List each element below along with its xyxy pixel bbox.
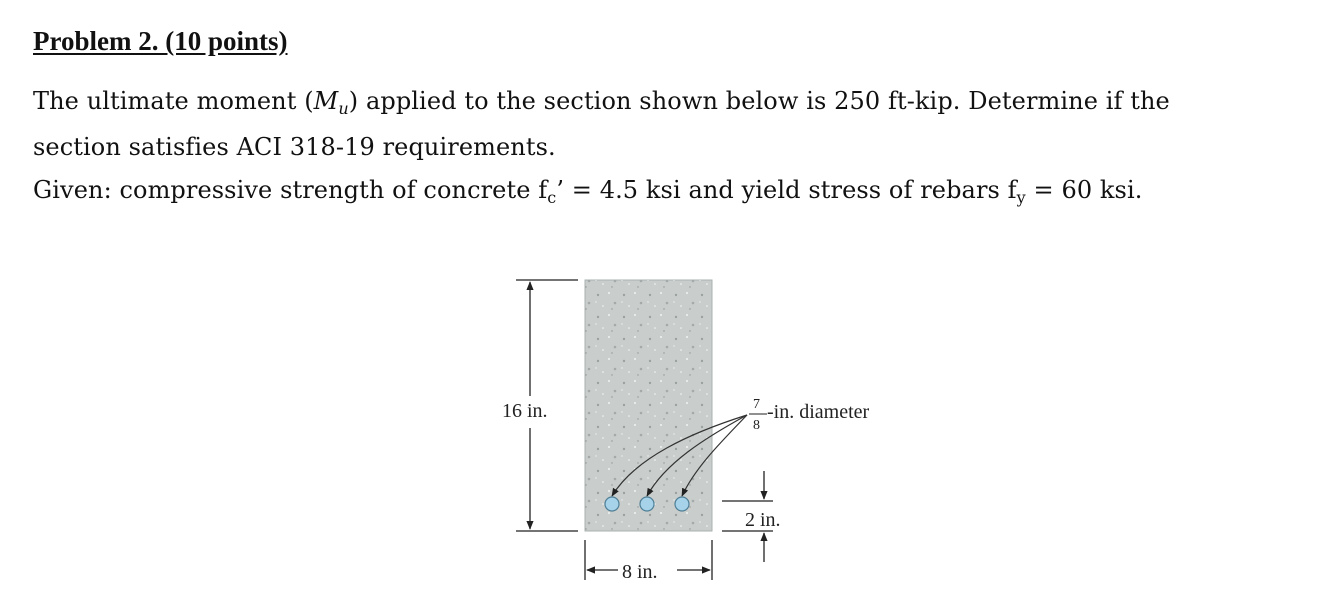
given-end: = 60 ksi. [1025, 176, 1143, 204]
bar-diameter-numerator: 7 [753, 397, 760, 412]
given-start: Given: compressive strength of concrete f [33, 176, 548, 204]
rebar-3 [675, 497, 689, 511]
moment-subscript: u [338, 99, 349, 118]
given-statement [33, 171, 1142, 217]
bar-diameter-label: -in. diameter [767, 401, 870, 423]
problem-statement [33, 82, 1170, 166]
beam-section-figure [490, 268, 930, 598]
cover-label: 2 in. [745, 509, 781, 531]
given-middle: ’ = 4.5 ksi and yield stress of rebars f [556, 176, 1017, 204]
height-label: 16 in. [502, 400, 548, 422]
moment-symbol: M [313, 87, 339, 115]
statement-line-1 [33, 82, 1170, 128]
rebar-1 [605, 497, 619, 511]
problem-heading: Problem 2. (10 points) [33, 26, 288, 56]
width-label: 8 in. [622, 561, 658, 583]
fc-subscript: c [547, 188, 557, 207]
statement-line-1-start: The ultimate moment ( [33, 87, 314, 115]
rebar-2 [640, 497, 654, 511]
beam-section-diagram [490, 268, 930, 598]
fy-subscript: y [1016, 188, 1026, 207]
statement-line-1-end: ) applied to the section shown below is 250 ft-kip. Determine if the [348, 87, 1170, 115]
bar-diameter-denominator: 8 [753, 418, 760, 433]
statement-line-2: section satisfies ACI 318-19 requirements. [33, 133, 556, 161]
